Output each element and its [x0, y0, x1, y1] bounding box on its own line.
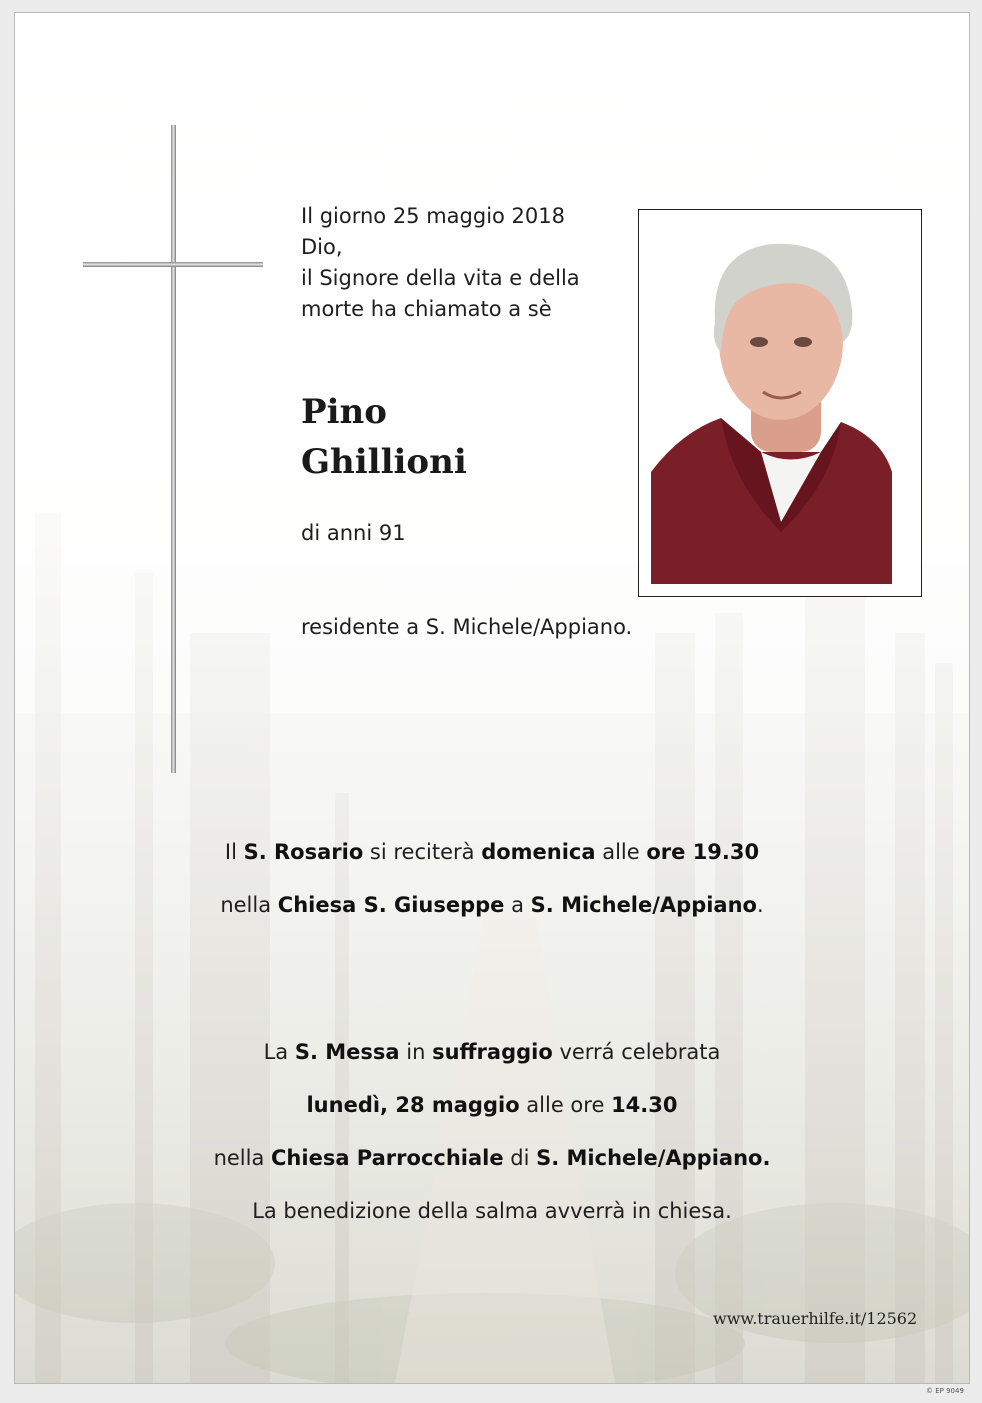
cross-vertical-beam [171, 125, 176, 773]
text-run: Il [224, 840, 244, 864]
text-run: in [399, 1040, 433, 1064]
intro-line: morte ha chiamato a sè [301, 297, 552, 321]
portrait-illustration [651, 222, 892, 584]
text-run: S. Rosario [243, 840, 364, 864]
text-run: lunedì, 28 maggio [306, 1093, 520, 1117]
text-run: S. Michele/Appiano [530, 893, 757, 917]
last-name: Ghillioni [301, 442, 467, 482]
intro-text [301, 201, 621, 325]
text-run: S. Messa [294, 1040, 400, 1064]
text-run: nella [220, 893, 278, 917]
text-run: verrá celebrata [552, 1040, 721, 1064]
rosario-line-1 [15, 840, 969, 864]
text-run: Chiesa Parrocchiale [271, 1146, 504, 1170]
rosario-line-2 [15, 893, 969, 917]
text-run: La benedizione della salma avverrà in chiesa. [252, 1199, 732, 1223]
print-code: © EP 9049 [926, 1387, 964, 1395]
text-run: Chiesa S. Giuseppe [277, 893, 505, 917]
cross-horizontal-beam [83, 262, 263, 267]
obituary-sheet [14, 12, 970, 1384]
text-run: . [756, 893, 764, 917]
text-run: a [504, 893, 531, 917]
text-run: di [503, 1146, 537, 1170]
messa-line-1 [15, 1040, 969, 1064]
text-run: alle ore [519, 1093, 612, 1117]
text-run: domenica [481, 840, 596, 864]
text-run: si reciterà [363, 840, 482, 864]
intro-line: Dio, [301, 235, 343, 259]
deceased-name [301, 387, 467, 487]
portrait-photo [651, 222, 892, 584]
messa-line-2 [15, 1093, 969, 1117]
text-run: suffraggio [432, 1040, 553, 1064]
portrait-frame [638, 209, 922, 597]
website-link[interactable]: www.trauerhilfe.it/12562 [713, 1309, 918, 1328]
intro-line: Il giorno 25 maggio 2018 [301, 204, 565, 228]
residence-text: residente a S. Michele/Appiano. [301, 615, 633, 639]
age-text: di anni 91 [301, 521, 406, 545]
text-run: ore 19.30 [646, 840, 760, 864]
text-run: 14.30 [611, 1093, 678, 1117]
intro-line: il Signore della vita e della [301, 266, 580, 290]
text-run: nella [213, 1146, 272, 1170]
text-run: La [263, 1040, 295, 1064]
text-run: alle [595, 840, 647, 864]
messa-line-4 [15, 1199, 969, 1223]
messa-line-3 [15, 1146, 969, 1170]
first-name: Pino [301, 392, 387, 432]
text-run: S. Michele/Appiano. [536, 1146, 771, 1170]
